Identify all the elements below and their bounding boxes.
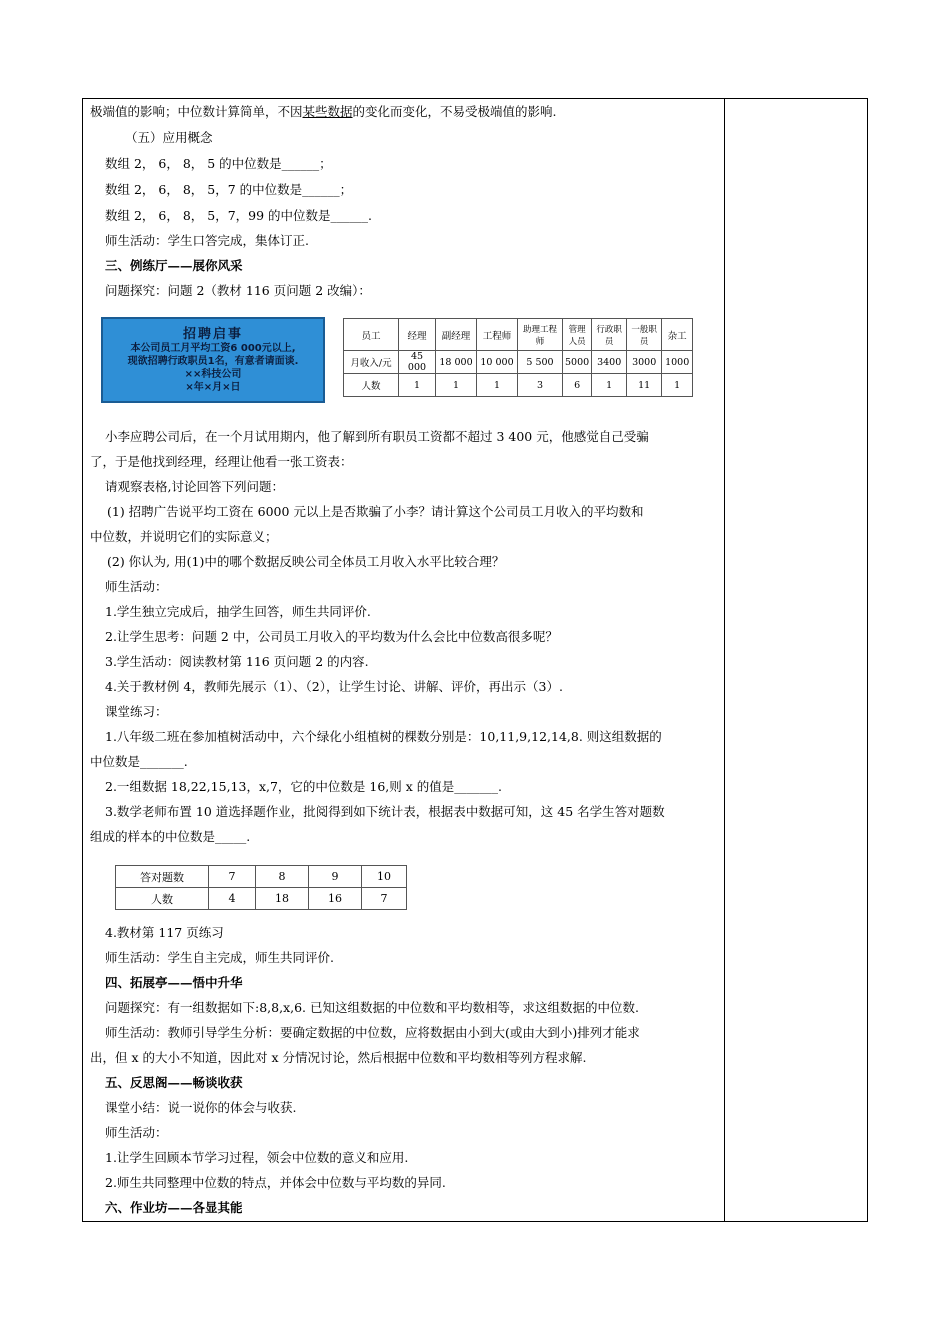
answers-cell: 8 [256, 866, 309, 888]
wage-row-label: 月收入/元 [344, 351, 399, 374]
wage-header-cell: 副经理 [436, 319, 477, 351]
extension-guide-2: 出，但 x 的大小不知道，因此对 x 分情况讨论，然后根据中位数和平均数相等列方程求解. [90, 1050, 587, 1065]
wage-cell: 5 500 [518, 351, 563, 374]
wage-cell: 1 [477, 374, 518, 397]
underlined-phrase: 某些数据 [302, 104, 353, 119]
wage-cell: 18 000 [436, 351, 477, 374]
activity-step-3: 3.学生活动：阅读教材第 116 页问题 2 的内容. [105, 654, 369, 669]
wage-cell: 5000 [563, 351, 592, 374]
wage-table [343, 318, 693, 397]
section-heading-3: 三、例练厅——展你风采 [105, 258, 243, 273]
poster-title: 招聘启事 [182, 327, 243, 342]
practice-3-line-1: 3.数学老师布置 10 道选择题作业，批阅得到如下统计表，根据表中数据可知，这 45 名学生答对题数 [105, 804, 665, 819]
section-heading-4: 四、拓展亭——悟中升华 [105, 975, 243, 990]
poster-line-3: ××科技公司 [184, 369, 242, 380]
wage-header-cell: 杂工 [662, 319, 693, 351]
section-apply-concept: （五）应用概念 [125, 130, 213, 145]
poster-line-4: ×年×月×日 [185, 382, 241, 393]
text-line-0: 极端值的影响；中位数计算简单，不因某些数据的变化而变化，不易受极端值的影响. [90, 104, 557, 119]
practice-2: 2.一组数据 18,22,15,13，x,7，它的中位数是 16,则 x 的值是_______. [105, 779, 502, 794]
instruction-line: 请观察表格,讨论回答下列问题： [105, 479, 284, 494]
section-heading-5: 五、反思阁——畅谈收获 [105, 1075, 243, 1090]
summary-step-1: 1.让学生回顾本节学习过程，领会中位数的意义和应用. [105, 1150, 409, 1165]
wage-header-cell: 行政职员 [592, 319, 627, 351]
answers-cell: 16 [309, 888, 362, 910]
wage-cell: 45 000 [399, 351, 436, 374]
activity-note: 师生活动：学生口答完成，集体订正. [105, 233, 309, 248]
recruitment-poster [101, 317, 325, 403]
wage-header-cell: 一般职员 [627, 319, 662, 351]
answers-table [115, 865, 407, 910]
activity-self-complete: 师生活动：学生自主完成，师生共同评价. [105, 950, 334, 965]
answers-row-label: 答对题数 [116, 866, 209, 888]
answers-cell: 7 [209, 866, 256, 888]
wage-row-label: 人数 [344, 374, 399, 397]
question-1-line-2: 中位数，并说明它们的实际意义； [90, 529, 278, 544]
question-2: (2) 你认为, 用(1)中的哪个数据反映公司全体员工月收入水平比较合理？ [107, 554, 505, 569]
lesson-table-frame [82, 98, 868, 1222]
practice-3-line-2: 组成的样本的中位数是_____. [90, 829, 251, 844]
summary-activity-label: 师生活动： [105, 1125, 168, 1140]
poster-line-1: 本公司员工月平均工资6 000元以上, [130, 343, 296, 354]
wage-cell: 1 [592, 374, 627, 397]
section-heading-6: 六、作业坊——各显其能 [105, 1200, 243, 1215]
activity-step-2: 2.让学生思考：问题 2 中，公司员工月收入的平均数为什么会比中位数高很多呢？ [105, 629, 558, 644]
wage-cell: 3000 [627, 351, 662, 374]
practice-1-line-2: 中位数是_______. [90, 754, 188, 769]
activity-label: 师生活动： [105, 579, 168, 594]
wage-cell: 3 [518, 374, 563, 397]
wage-cell: 6 [563, 374, 592, 397]
wage-cell: 1 [399, 374, 436, 397]
answers-cell: 7 [362, 888, 407, 910]
answers-cell: 4 [209, 888, 256, 910]
wage-header-cell: 员工 [344, 319, 399, 351]
extension-guide-1: 师生活动：教师引导学生分析：要确定数据的中位数，应将数据由小到大(或由大到小)排列才能求 [105, 1025, 640, 1040]
wage-cell: 1 [662, 374, 693, 397]
textbook-exercise: 4.教材第 117 页练习 [105, 925, 224, 940]
wage-header-cell: 管理人员 [563, 319, 592, 351]
answers-cell: 9 [309, 866, 362, 888]
story-line-2: 了，于是他找到经理，经理让他看一张工资表： [90, 454, 353, 469]
activity-step-1: 1.学生独立完成后，抽学生回答，师生共同评价. [105, 604, 371, 619]
wage-cell: 10 000 [477, 351, 518, 374]
practice-label: 课堂练习： [105, 704, 168, 719]
answers-row-label: 人数 [116, 888, 209, 910]
practice-1-line-1: 1.八年级二班在参加植树活动中，六个绿化小组植树的棵数分别是：10,11,9,12,14,8. 则这组数据的 [105, 729, 662, 744]
answers-cell: 18 [256, 888, 309, 910]
activity-step-4: 4.关于教材例 4，教师先展示（1）、（2），让学生讨论、讲解、评价，再出示（3）. [105, 679, 563, 694]
problem-intro: 问题探究：问题 2（教材 116 页问题 2 改编）： [105, 283, 371, 298]
summary-prompt: 课堂小结：说一说你的体会与收获. [105, 1100, 297, 1115]
question-1-line-1: (1) 招聘广告说平均工资在 6000 元以上是否欺骗了小李？请计算这个公司员工月收入的平均数和 [107, 504, 644, 519]
question-median-3: 数组 2， 6， 8， 5，7，99 的中位数是______. [105, 208, 373, 223]
wage-cell: 11 [627, 374, 662, 397]
wage-header-cell: 助理工程师 [518, 319, 563, 351]
summary-step-2: 2.师生共同整理中位数的特点，并体会中位数与平均数的异同. [105, 1175, 446, 1190]
wage-header-cell: 经理 [399, 319, 436, 351]
wage-cell: 1 [436, 374, 477, 397]
story-line-1: 小李应聘公司后，在一个月试用期内，他了解到所有职员工资都不超过 3 400 元，他感觉自己受骗 [105, 429, 649, 444]
wage-header-cell: 工程师 [477, 319, 518, 351]
answers-cell: 10 [362, 866, 407, 888]
wage-cell: 3400 [592, 351, 627, 374]
question-median-1: 数组 2， 6， 8， 5 的中位数是______； [105, 156, 332, 171]
extension-problem: 问题探究：有一组数据如下:8,8,x,6. 已知这组数据的中位数和平均数相等，求这组数据的中位数. [105, 1000, 639, 1015]
question-median-2: 数组 2， 6， 8， 5，7 的中位数是______； [105, 182, 353, 197]
poster-line-2: 现欲招聘行政职员1名，有意者请面谈. [127, 356, 299, 367]
wage-cell: 1000 [662, 351, 693, 374]
